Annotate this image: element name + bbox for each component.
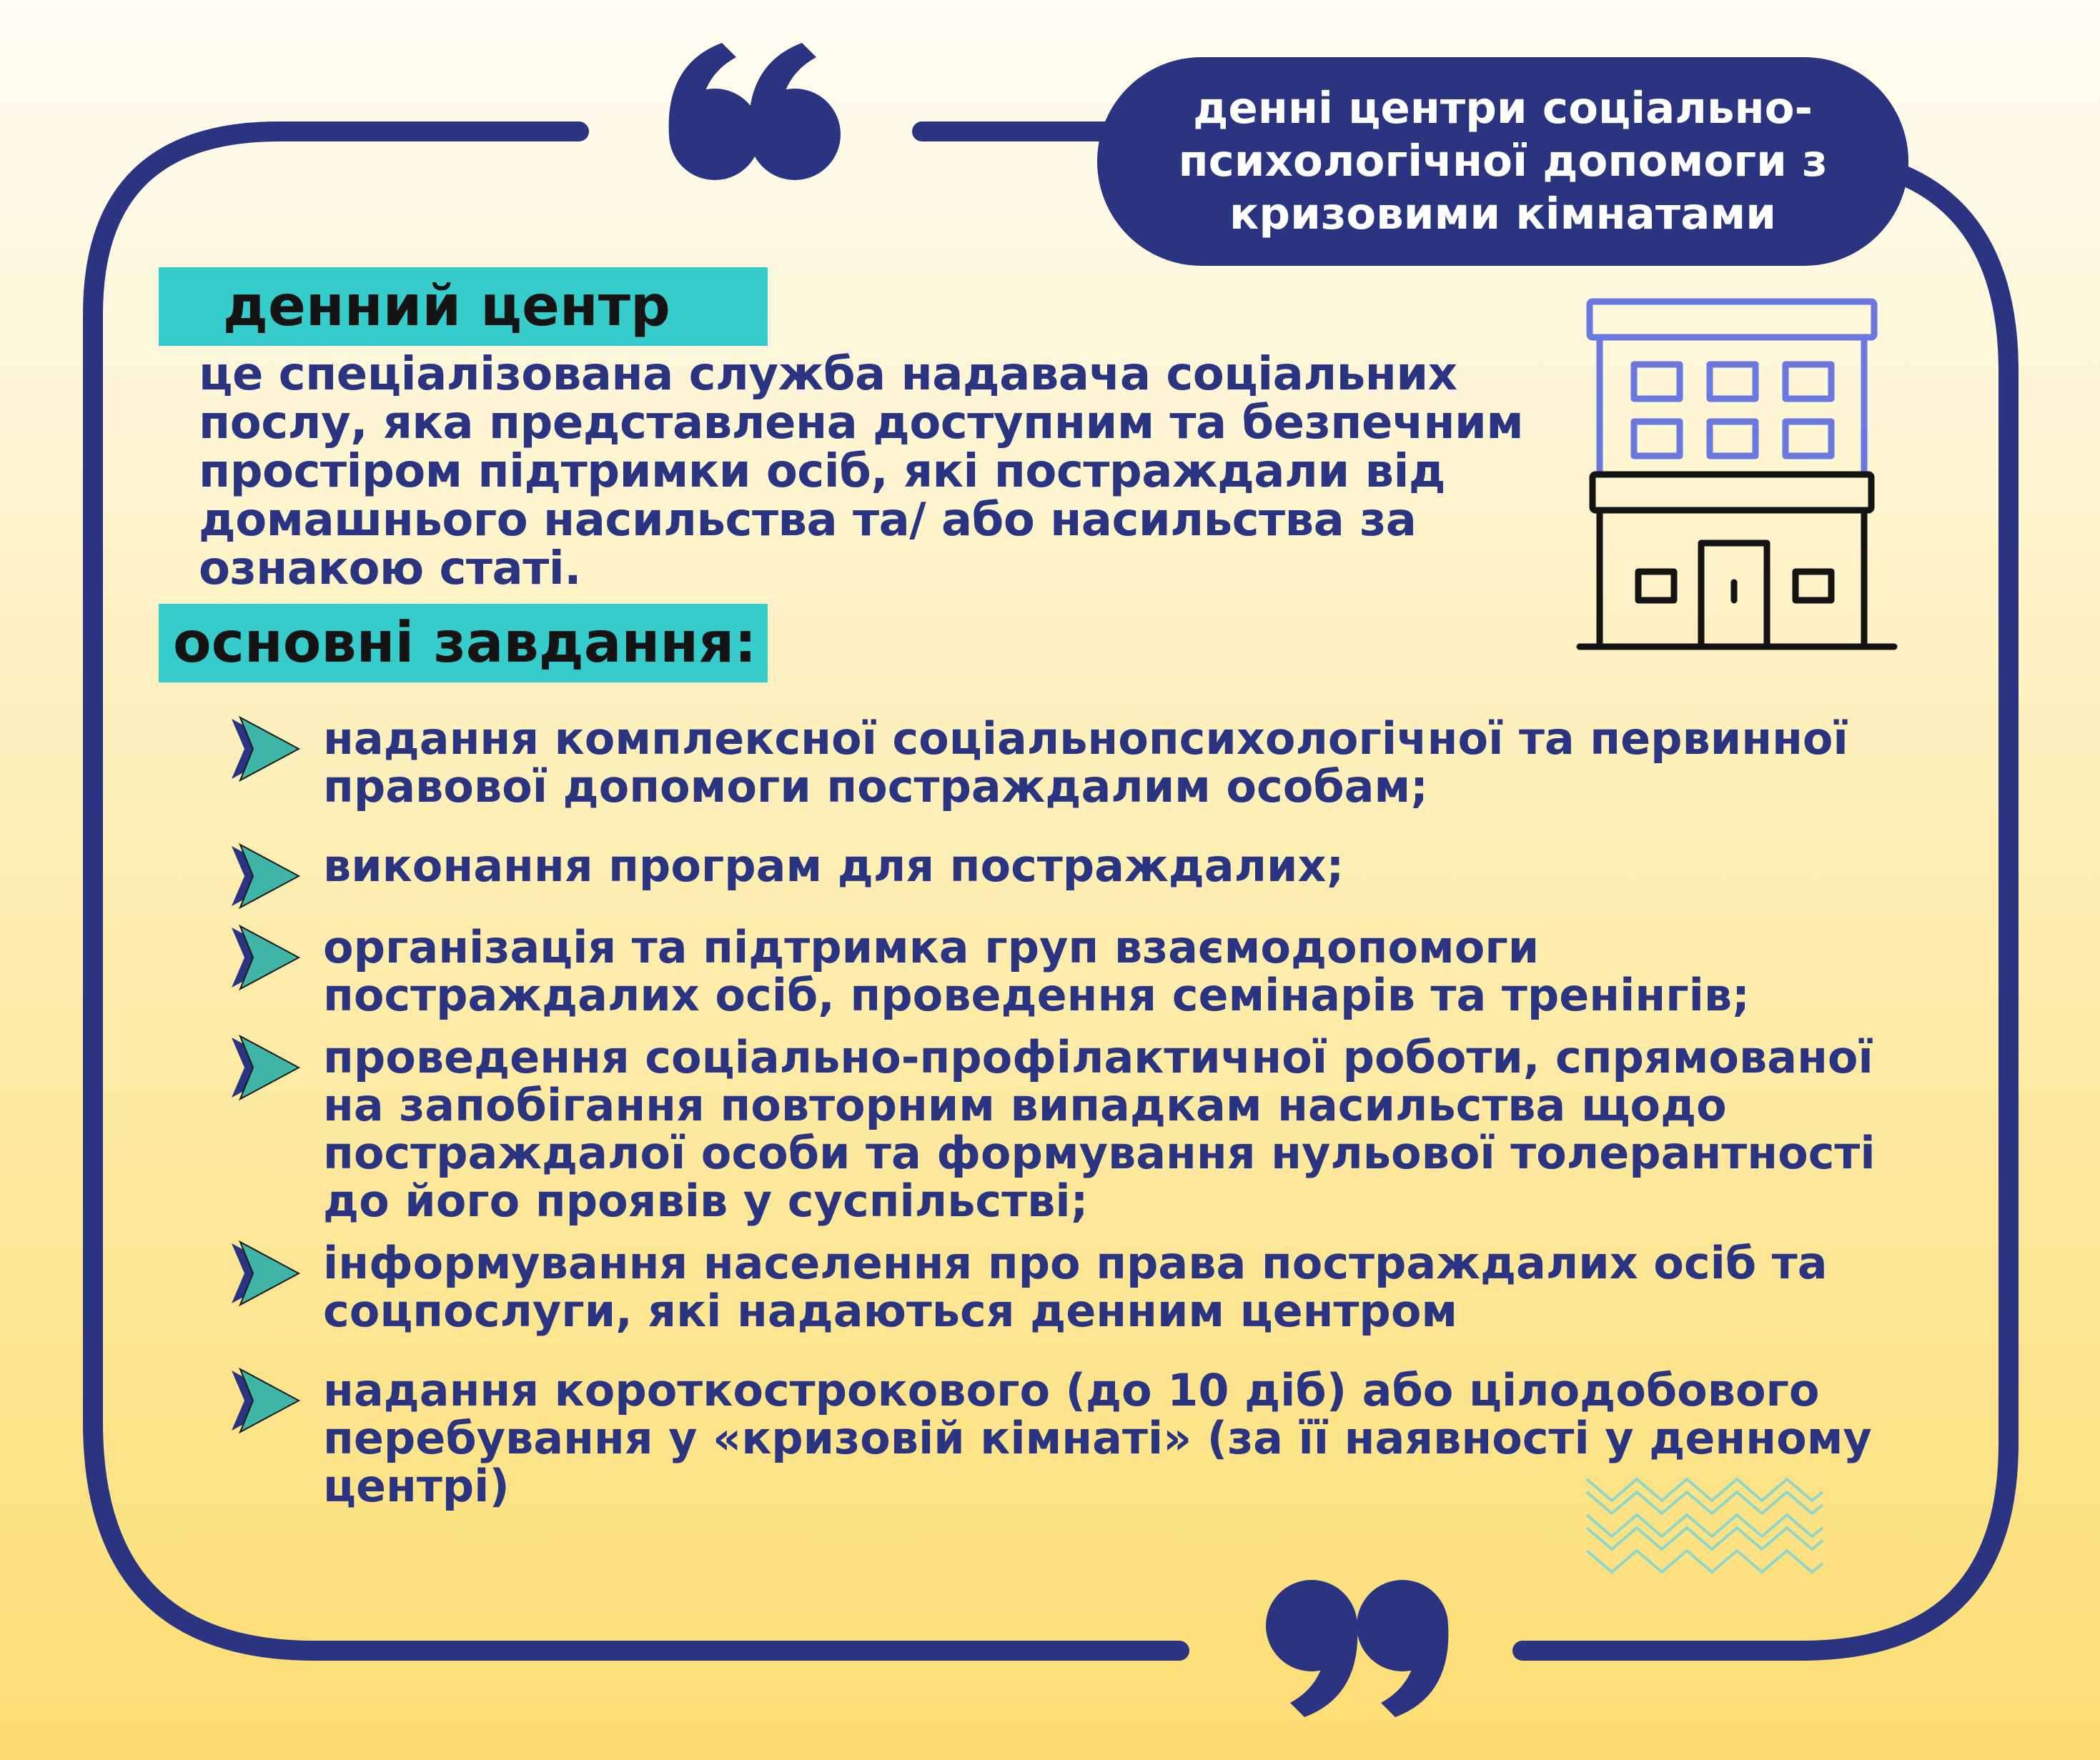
- list-item: [227, 842, 1928, 890]
- task-text: проведення соціально-профілактичної роботи, спрямованої на запобігання повторним випадкам насильства щодо постраждалої особи та формування нульової толерантності до його проявів у суспільстві;: [323, 1031, 1876, 1227]
- list-item: [227, 712, 1928, 812]
- chevron-arrow-icon: [227, 1366, 302, 1435]
- tasks-label: основні завдання:: [159, 604, 768, 682]
- chevron-arrow-icon: [227, 1033, 302, 1102]
- chevron-arrow-icon: [227, 715, 302, 783]
- chevron-arrow-icon: [227, 1239, 302, 1308]
- list-item: [227, 1239, 1928, 1335]
- list-item: [227, 1033, 1928, 1225]
- task-text: надання комплексної соціальнопсихологічної та первинної правової допомоги постраждалим особам;: [323, 712, 1848, 812]
- close-quote-icon: [1266, 1580, 1448, 1717]
- list-item: [227, 923, 1928, 1019]
- day-center-description: це спеціалізована служба надавача соціальних послу, яка представлена доступним та безпечним простіром підтримки осіб, які постраждали від домашнього насильства та/ або насильства за ознакою статі.: [199, 348, 1524, 595]
- open-quote-icon: [669, 43, 841, 180]
- task-text: надання короткострокового (до 10 діб) або цілодобового перебування у «кризовій кімнаті» (за її наявності у денному центрі): [323, 1364, 1872, 1512]
- chevron-pattern-icon: [1583, 1472, 1826, 1586]
- chevron-arrow-icon: [227, 923, 302, 992]
- header-badge: [1097, 57, 1908, 266]
- tasks-list: [227, 712, 1928, 1512]
- task-text: виконання програм для постраждалих;: [323, 840, 1344, 892]
- task-text: інформування населення про права постраждалих осіб та соцпослуги, які надаються денним центром: [323, 1237, 1828, 1337]
- chevron-arrow-icon: [227, 842, 302, 910]
- day-center-label: денний центр: [159, 267, 768, 346]
- task-text: організація та підтримка груп взаємодопомоги постраждалих осіб, проведення семінарів та тренінгів;: [323, 921, 1750, 1021]
- building-icon: [1572, 293, 1901, 657]
- header-badge-text: денні центри соціально-психологічної допомоги з кризовими кімнатами: [1178, 83, 1828, 239]
